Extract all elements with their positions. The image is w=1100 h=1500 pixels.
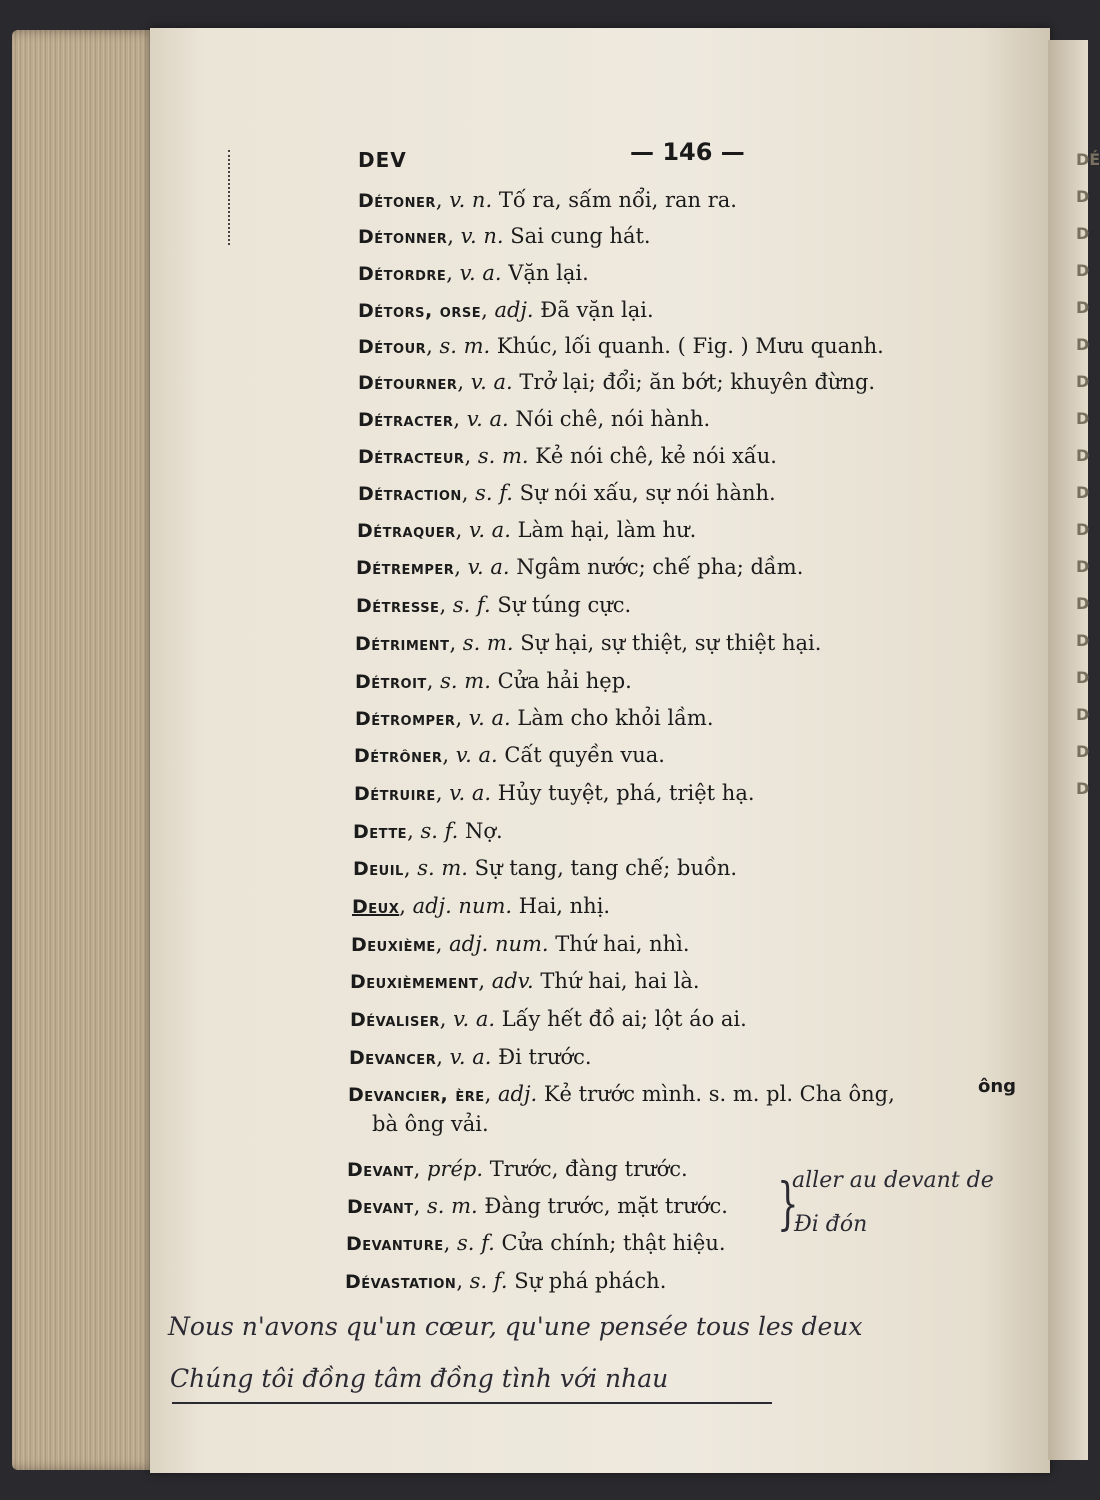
headword: Devancier, ère bbox=[348, 1084, 485, 1106]
headword: Devant bbox=[347, 1196, 414, 1218]
definition: Tố ra, sấm nổi, ran ra. bbox=[498, 188, 737, 212]
grammar-tag: s. m. bbox=[427, 1194, 478, 1218]
grammar-tag: v. n. bbox=[460, 224, 504, 248]
headword: Devancer bbox=[349, 1047, 437, 1069]
entry: Détordre, v. a. Vặn lại. bbox=[358, 261, 589, 285]
next-page-letter: D bbox=[1076, 224, 1090, 243]
handwritten-margin-french: aller au devant de bbox=[792, 1168, 994, 1193]
entry: Devancier, ère, adj. Kẻ trước mình. s. m. pl. Cha ông, bbox=[348, 1082, 895, 1106]
definition: Thứ hai, hai là. bbox=[540, 969, 700, 993]
next-page-letter: D bbox=[1076, 557, 1090, 576]
definition: Sự nói xấu, sự nói hành. bbox=[519, 481, 776, 505]
entry: Devancer, v. a. Đi trước. bbox=[349, 1045, 592, 1069]
definition: Kẻ trước mình. s. m. pl. Cha ông, bbox=[543, 1082, 895, 1106]
headword: Dette bbox=[353, 821, 408, 843]
definition: Kẻ nói chê, kẻ nói xấu. bbox=[535, 444, 777, 468]
next-page-letter: D bbox=[1076, 298, 1090, 317]
entry: Détoner, v. n. Tố ra, sấm nổi, ran ra. bbox=[358, 188, 737, 212]
grammar-tag: v. a. bbox=[453, 1007, 496, 1031]
grammar-tag: s. m. bbox=[417, 856, 468, 880]
entry-continuation-line: bà ông vải. bbox=[372, 1112, 489, 1136]
entry: Dette, s. f. Nợ. bbox=[353, 819, 503, 843]
grammar-tag: v. a. bbox=[449, 1045, 492, 1069]
headword: Devant bbox=[347, 1159, 414, 1181]
grammar-tag: s. f. bbox=[469, 1269, 508, 1293]
entry: Détonner, v. n. Sai cung hát. bbox=[358, 224, 651, 248]
grammar-tag: s. m. bbox=[477, 444, 529, 468]
grammar-tag: v. a. bbox=[455, 743, 498, 767]
definition: Sự túng cực. bbox=[497, 593, 632, 617]
next-page-letter: D bbox=[1076, 779, 1090, 798]
headword: Détremper bbox=[356, 557, 455, 579]
headword: Détordre bbox=[358, 263, 447, 285]
next-page-letter: D bbox=[1076, 742, 1090, 761]
grammar-tag: adj. num. bbox=[449, 932, 549, 956]
entry: Détriment, s. m. Sự hại, sự thiệt, sự thiệt hại. bbox=[355, 631, 822, 655]
definition: Nợ. bbox=[464, 819, 503, 843]
definition: Làm hại, làm hư. bbox=[517, 518, 697, 542]
definition: Vặn lại. bbox=[508, 261, 589, 285]
next-page-letter: D bbox=[1076, 668, 1090, 687]
headword: Deuil bbox=[353, 858, 404, 880]
entry-overflow-word: ông bbox=[978, 1076, 1017, 1097]
grammar-tag: adj. bbox=[494, 298, 534, 322]
headword: Détromper bbox=[355, 708, 456, 730]
headword: Détriment bbox=[355, 633, 450, 655]
grammar-tag: v. a. bbox=[470, 370, 513, 394]
entry: Détraction, s. f. Sự nói xấu, sự nói hành. bbox=[358, 481, 776, 505]
entry: Dévastation, s. f. Sự phá phách. bbox=[345, 1269, 667, 1293]
entry: Devant, prép. Trước, đàng trước. bbox=[347, 1157, 688, 1181]
entry: Détremper, v. a. Ngâm nước; chế pha; dầm. bbox=[356, 555, 804, 579]
handwritten-line-french: Nous n'avons qu'un cœur, qu'une pensée tous les deux bbox=[168, 1312, 863, 1341]
grammar-tag: s. f. bbox=[452, 593, 491, 617]
grammar-tag: s. f. bbox=[420, 819, 459, 843]
headword: Deux bbox=[352, 896, 400, 918]
next-page-letter: D bbox=[1076, 705, 1090, 724]
headword: Détroit bbox=[355, 671, 427, 693]
definition: Đã vặn lại. bbox=[540, 298, 654, 322]
definition: Sai cung hát. bbox=[510, 224, 651, 248]
headword: Détourner bbox=[358, 372, 458, 394]
headword: Détruire bbox=[354, 783, 436, 805]
definition: Khúc, lối quanh. ( Fig. ) Mưu quanh. bbox=[496, 334, 884, 358]
headword: Deuxièmement bbox=[350, 971, 479, 993]
headword: Détracter bbox=[358, 409, 454, 431]
definition: Lấy hết đồ ai; lột áo ai. bbox=[501, 1007, 747, 1031]
definition: Sự phá phách. bbox=[514, 1269, 667, 1293]
definition: Thứ hai, nhì. bbox=[555, 932, 690, 956]
headword: Dévastation bbox=[345, 1271, 457, 1293]
next-page-letter: D bbox=[1076, 594, 1090, 613]
definition: Hủy tuyệt, phá, triệt hạ. bbox=[497, 781, 755, 805]
headword: Détresse bbox=[356, 595, 440, 617]
entry: Détrôner, v. a. Cất quyền vua. bbox=[354, 743, 665, 767]
definition: Cửa chính; thật hiệu. bbox=[501, 1231, 726, 1255]
headword: Devanture bbox=[346, 1233, 444, 1255]
next-page-letter: D bbox=[1076, 261, 1090, 280]
entry: Détraquer, v. a. Làm hại, làm hư. bbox=[357, 518, 697, 542]
entry: Détracteur, s. m. Kẻ nói chê, kẻ nói xấu. bbox=[358, 444, 777, 468]
next-page-letter: D bbox=[1076, 483, 1090, 502]
next-page-letter: D bbox=[1076, 409, 1090, 428]
page-number: — 146 — bbox=[630, 138, 745, 166]
headword: Détoner bbox=[358, 190, 436, 212]
definition: Đàng trước, mặt trước. bbox=[484, 1194, 728, 1218]
entry: Détourner, v. a. Trở lại; đổi; ăn bớt; khuyên đừng. bbox=[358, 370, 876, 394]
handwritten-underline bbox=[172, 1402, 772, 1404]
running-head: DEV bbox=[358, 148, 407, 172]
headword: Détour bbox=[358, 336, 427, 358]
grammar-tag: adj. bbox=[498, 1082, 538, 1106]
next-page-letter: D bbox=[1076, 631, 1090, 650]
grammar-tag: prép. bbox=[427, 1157, 484, 1181]
entry: Devanture, s. f. Cửa chính; thật hiệu. bbox=[346, 1231, 726, 1255]
entry: Détresse, s. f. Sự túng cực. bbox=[356, 593, 632, 617]
grammar-tag: s. m. bbox=[462, 631, 514, 655]
grammar-tag: s. f. bbox=[475, 481, 513, 505]
entry: Deuxième, adj. num. Thứ hai, nhì. bbox=[351, 932, 690, 956]
next-page-letter: D bbox=[1076, 372, 1090, 391]
handwritten-margin-vietnamese: Đi đón bbox=[794, 1212, 868, 1237]
next-page-letter: D bbox=[1076, 335, 1090, 354]
definition: Trước, đàng trước. bbox=[489, 1157, 688, 1181]
headword: Dévaliser bbox=[350, 1009, 440, 1031]
definition: Nói chê, nói hành. bbox=[515, 407, 711, 431]
headword: Détraquer bbox=[357, 520, 456, 542]
grammar-tag: s. m. bbox=[439, 334, 491, 358]
grammar-tag: v. a. bbox=[467, 555, 510, 579]
definition: Sự tang, tang chế; buồn. bbox=[474, 856, 738, 880]
grammar-tag: adv. bbox=[491, 969, 534, 993]
grammar-tag: v. a. bbox=[468, 706, 511, 730]
headword: Deuxième bbox=[351, 934, 436, 956]
entry: Détour, s. m. Khúc, lối quanh. ( Fig. ) Mưu quanh. bbox=[358, 334, 884, 358]
handwritten-line-vietnamese: Chúng tôi đồng tâm đồng tình với nhau bbox=[170, 1364, 669, 1393]
next-page-letter: DÉ bbox=[1076, 150, 1100, 169]
next-page-letter: D bbox=[1076, 187, 1090, 206]
entry: Détors, orse, adj. Đã vặn lại. bbox=[358, 298, 654, 322]
grammar-tag: v. a. bbox=[459, 261, 502, 285]
entry: Deux, adj. num. Hai, nhị. bbox=[352, 894, 611, 918]
entry: Détroit, s. m. Cửa hải hẹp. bbox=[355, 669, 632, 693]
headword: Détraction bbox=[358, 483, 462, 505]
definition: Trở lại; đổi; ăn bớt; khuyên đừng. bbox=[519, 370, 876, 394]
grammar-tag: v. a. bbox=[466, 407, 509, 431]
grammar-tag: v. n. bbox=[449, 188, 493, 212]
grammar-tag: s. m. bbox=[440, 669, 491, 693]
definition: Cất quyền vua. bbox=[504, 743, 665, 767]
entry: Devant, s. m. Đàng trước, mặt trước. bbox=[347, 1194, 728, 1218]
definition: Hai, nhị. bbox=[518, 894, 611, 918]
entry: Deuxièmement, adv. Thứ hai, hai là. bbox=[350, 969, 700, 993]
entry: Dévaliser, v. a. Lấy hết đồ ai; lột áo ai. bbox=[350, 1007, 747, 1031]
headword: Détracteur bbox=[358, 446, 465, 468]
grammar-tag: s. f. bbox=[456, 1231, 495, 1255]
definition: Đi trước. bbox=[498, 1045, 592, 1069]
entry: Détruire, v. a. Hủy tuyệt, phá, triệt hạ. bbox=[354, 781, 755, 805]
grammar-tag: v. a. bbox=[449, 781, 492, 805]
definition: Làm cho khỏi lầm. bbox=[517, 706, 714, 730]
definition: Sự hại, sự thiệt, sự thiệt hại. bbox=[520, 631, 822, 655]
headword: Détonner bbox=[358, 226, 448, 248]
entry: Deuil, s. m. Sự tang, tang chế; buồn. bbox=[353, 856, 738, 880]
headword: Détrôner bbox=[354, 745, 443, 767]
entry: Détromper, v. a. Làm cho khỏi lầm. bbox=[355, 706, 714, 730]
grammar-tag: adj. num. bbox=[412, 894, 513, 918]
entry: Détracter, v. a. Nói chê, nói hành. bbox=[358, 407, 711, 431]
next-page-letter: D bbox=[1076, 520, 1090, 539]
definition: Ngâm nước; chế pha; dầm. bbox=[516, 555, 804, 579]
handwritten-brace: } bbox=[777, 1172, 799, 1237]
headword: Détors, orse bbox=[358, 300, 482, 322]
definition: Cửa hải hẹp. bbox=[497, 669, 632, 693]
next-page-letter: D bbox=[1076, 446, 1090, 465]
grammar-tag: v. a. bbox=[468, 518, 511, 542]
